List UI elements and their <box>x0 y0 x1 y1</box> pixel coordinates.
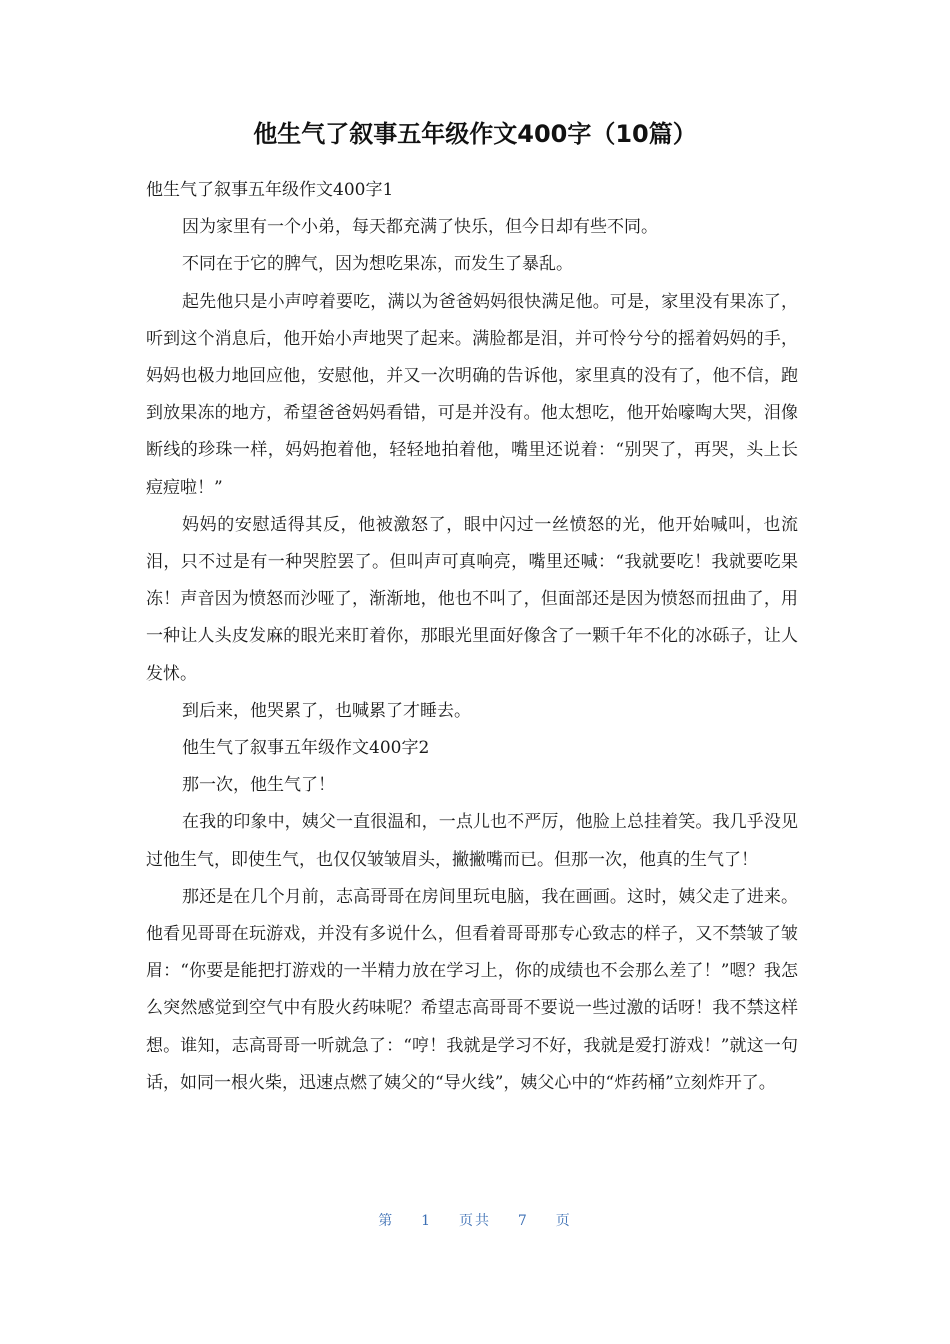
paragraph: 他生气了叙事五年级作文400字1 <box>146 180 394 200</box>
current-page-number: 1 <box>421 1213 433 1229</box>
total-pages-number: 7 <box>517 1213 529 1229</box>
paragraph: 那一次，他生气了！ <box>182 775 335 796</box>
paragraph: 妈妈的安慰适得其反，他被激怒了，眼中闪过一丝愤怒的光，他开始喊叫，也流泪，只不过是有一种哭腔罢了。但叫声可真响亮，嘴里还喊：“我就要吃！我就要吃果冻！声音因为愤怒而沙哑了，渐渐地，他也不叫了，但面部还是因为愤怒而扭曲了，用一种让人头皮发麻的眼光来盯着你，那眼光里面好像含了一颗千年不化的冰砾子，让人发怵。 <box>146 514 798 684</box>
footer-suffix: 页 <box>555 1213 572 1229</box>
paragraph: 到后来，他哭累了，也喊累了才睡去。 <box>182 700 471 721</box>
section-heading: 他生气了叙事五年级作文400字2 <box>182 738 430 759</box>
paragraph: 因为家里有一个小弟，每天都充满了快乐，但今日却有些不同。 <box>182 217 658 238</box>
paragraph: 起先他只是小声哼着要吃，满以为爸爸妈妈很快满足他。可是，家里没有果冻了，听到这个消息后，他开始小声地哭了起来。满脸都是泪，并可怜兮兮的摇着妈妈的手，妈妈也极力地回应他，安慰他，并又一次明确的告诉他，家里真的没有了，他不信，跑到放果冻的地方，希望爸爸妈妈看错，可是并没有。他太想吃，他开始嚎啕大哭，泪像断线的珍珠一样，妈妈抱着他，轻轻地拍着他，嘴里还说着：“别哭了，再哭，头上长痘痘啦！” <box>146 291 798 498</box>
footer-middle: 页共 <box>459 1213 491 1229</box>
paragraph: 那还是在几个月前，志高哥哥在房间里玩电脑，我在画画。这时，姨父走了进来。他看见哥哥在玩游戏，并没有多说什么，但看着哥哥那专心致志的样子，又不禁皱了皱眉：“你要是能把打游戏的一半精力放在学习上，你的成绩也不会那么差了！”嗯？我怎么突然感觉到空气中有股火药味呢？希望志高哥哥不要说一些过激的话呀！我不禁这样想。谁知，志高哥哥一听就急了：“哼！我就是学习不好，我就是爱打游戏！”就这一句话，如同一根火柴，迅速点燃了姨父的“导火线”，姨父心中的“炸药桶”立刻炸开了。 <box>146 886 798 1093</box>
page-footer <box>0 1210 950 1230</box>
document-body <box>146 172 798 1102</box>
footer-prefix: 第 <box>378 1213 395 1229</box>
paragraph: 在我的印象中，姨父一直很温和，一点儿也不严厉，他脸上总挂着笑。我几乎没见过他生气，即使生气，也仅仅皱皱眉头，撇撇嘴而已。但那一次，他真的生气了！ <box>146 812 798 870</box>
paragraph: 不同在于它的脾气，因为想吃果冻，而发生了暴乱。 <box>182 254 573 275</box>
document-title: 他生气了叙事五年级作文400字（10篇） <box>253 120 697 148</box>
